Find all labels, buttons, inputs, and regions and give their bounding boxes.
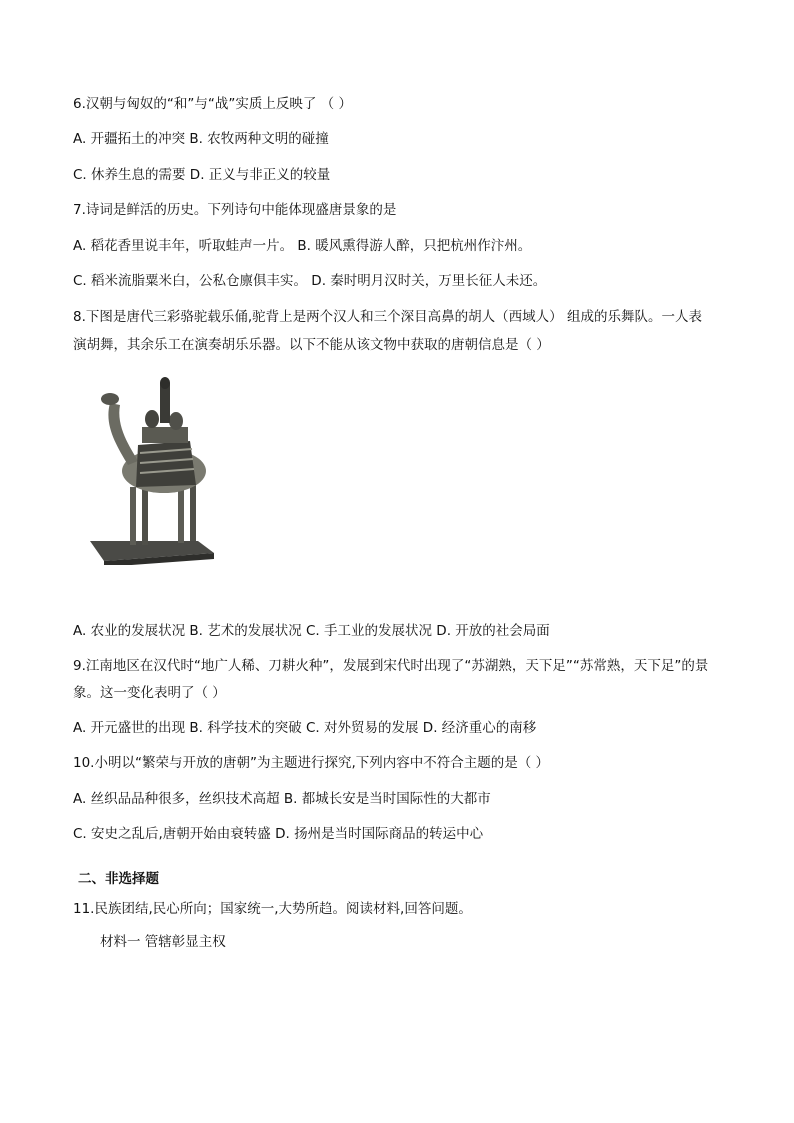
camel-neck — [108, 403, 138, 465]
camel-leg — [142, 489, 148, 545]
q7-stem: 7.诗词是鲜活的历史。下列诗句中能体现盛唐景象的是 — [73, 202, 397, 218]
q9-stem-line2: 象。这一变化表明了（ ） — [73, 685, 226, 701]
rider — [169, 412, 183, 430]
q10-options-ab: A. 丝织品品种很多，丝织技术高超 B. 都城长安是当时国际性的大都市 — [73, 791, 491, 807]
q7-options-cd: C. 稻米流脂粟米白，公私仓廪俱丰实。 D. 秦时明月汉时关，万里长征人未还。 — [73, 273, 547, 289]
section-title-non-choice: 二、非选择题 — [78, 871, 159, 887]
q9-stem-line1: 9.江南地区在汉代时“地广人稀、刀耕火种”，发展到宋代时出现了“苏湖熟，天下足”“苏常熟，天下足”的景 — [73, 658, 709, 674]
q6-options-cd: C. 休养生息的需要 D. 正义与非正义的较量 — [73, 167, 331, 183]
q11-stem: 11.民族团结,民心所向；国家统一,大势所趋。阅读材料,回答问题。 — [73, 901, 472, 917]
rider — [145, 410, 159, 428]
q7-options-ab: A. 稻花香里说丰年，听取蛙声一片。 B. 暖风熏得游人醉，只把杭州作汴州。 — [73, 238, 532, 254]
q8-stem-line2: 演胡舞，其余乐工在演奏胡乐乐器。以下不能从该文物中获取的唐朝信息是（ ） — [73, 337, 550, 353]
q9-options: A. 开元盛世的出现 B. 科学技术的突破 C. 对外贸易的发展 D. 经济重心的南移 — [73, 720, 537, 736]
q10-stem: 10.小明以“繁荣与开放的唐朝”为主题进行探究,下列内容中不符合主题的是（ ） — [73, 755, 550, 771]
camel-leg — [178, 485, 184, 543]
tang-camel-figurine-image — [86, 375, 218, 565]
q6-options-ab: A. 开疆拓土的冲突 B. 农牧两种文明的碰撞 — [73, 131, 329, 147]
q8-stem-line1: 8.下图是唐代三彩骆驼载乐俑,驼背上是两个汉人和三个深目高鼻的胡人（西域人） 组成的乐舞队。一人表 — [73, 309, 702, 325]
camel-leg — [130, 487, 136, 545]
q10-options-cd: C. 安史之乱后,唐朝开始由衰转盛 D. 扬州是当时国际商品的转运中心 — [73, 826, 484, 842]
saddle-blanket — [136, 441, 196, 487]
q11-material1-title: 材料一 管辖彰显主权 — [100, 934, 226, 950]
camel-head — [101, 393, 119, 405]
camel-leg — [190, 483, 196, 541]
riders-platform — [142, 427, 188, 443]
q8-options: A. 农业的发展状况 B. 艺术的发展状况 C. 手工业的发展状况 D. 开放的社会局面 — [73, 623, 550, 639]
q6-stem: 6.汉朝与匈奴的“和”与“战”实质上反映了 （ ） — [73, 96, 352, 112]
